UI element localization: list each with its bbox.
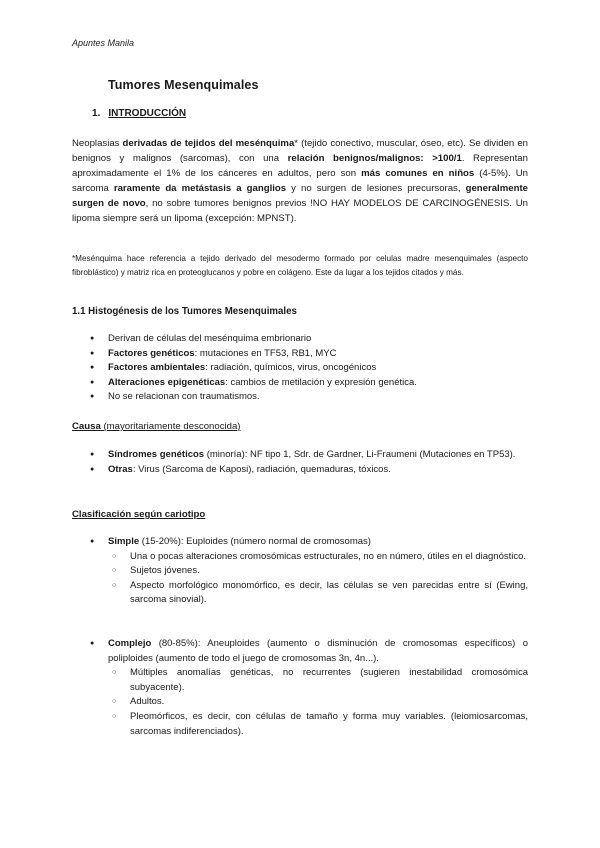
sub-list-item: ○ Múltiples anomalías genéticas, no recurrentes (sugieren inestabilidad cromosómica subyacente). xyxy=(108,666,528,695)
intro-bold: raramente da metástasis a ganglios xyxy=(113,183,287,194)
list-item: ● Factores ambientales: radiación, químicos, virus, oncogénicos xyxy=(90,361,528,376)
list-item: ● Alteraciones epigenéticas: cambios de metilación y expresión genética. xyxy=(90,376,528,391)
intro-text: , no sobre tumores benignos previos !NO HAY MODELOS DE CARCINOGÉNESIS. Un lipoma siempre será un lipoma (excepción: MPNST). xyxy=(72,198,528,224)
histogenesis-list xyxy=(90,332,528,405)
footnote-paragraph: *Mesénquima hace referencia a tejido derivado del mesodermo formado por celulas madre mesenquimales (aspecto fibroblástico) y matriz rica en proteoglucanos y pobre en colágeno. Este da lugar a los tejidos citados y más. xyxy=(72,254,528,278)
list-item: ● Derivan de células del mesénquima embrionario xyxy=(90,332,528,347)
list-item: ● No se relacionan con traumatismos. xyxy=(90,390,528,405)
sub-list-item: ○ Aspecto morfológico monomórfico, es decir, las células se ven parecidas entre sí (Ewing, sarcoma sinovial). xyxy=(108,579,528,608)
sub-list-item: ○ Una o pocas alteraciones cromosómicas estructurales, no en número, útiles en el diagnóstico. xyxy=(108,550,528,565)
intro-text: (4-5%). Un sarcoma xyxy=(72,168,529,194)
page-header: Apuntes Manila xyxy=(72,38,135,48)
simple-list xyxy=(90,535,528,608)
sub-list-item: ○ Pleomórficos, es decir, con células de tamaño y forma muy variables. (leiomiosarcomas, sarcomas indiferenciados). xyxy=(108,710,528,739)
list-item: ● Síndromes genéticos (minoría): NF tipo 1, Sdr. de Gardner, Li-Fraumeni (Mutaciones en TP53). xyxy=(90,448,528,463)
section-title: INTRODUCCIÓN xyxy=(108,108,187,119)
intro-bold: derivadas de tejidos del mesénquima xyxy=(122,138,295,149)
document-title: Tumores Mesenquimales xyxy=(108,78,259,92)
sub-list-item: ○ Sujetos jóvenes. xyxy=(108,564,528,579)
intro-bold: relación benignos/malignos: >100/1 xyxy=(287,153,462,164)
intro-bold: más comunes en niños xyxy=(361,168,475,179)
intro-text: . Representan aproximadamente el 1% de los cánceres en adultos, pero son xyxy=(72,153,528,179)
causa-list xyxy=(90,448,528,477)
subsection-heading: 1.1 Histogénesis de los Tumores Mesenquimales xyxy=(72,306,297,317)
complejo-sublist xyxy=(108,666,528,739)
section-heading xyxy=(92,108,186,119)
clasificacion-heading: Clasificación según cariotipo xyxy=(72,509,206,520)
causa-heading: Causa (mayoritariamente desconocida) xyxy=(72,421,241,432)
section-number: 1. xyxy=(92,108,101,119)
complejo-list xyxy=(90,637,528,739)
sub-list-item: ○ Adultos. xyxy=(108,695,528,710)
list-item: ● Complejo (80-85%): Aneuploides (aumento o disminución de cromosomas específicos) o poliploides (aumento de todo el juego de cromosomas 3n, 4n...). ○ Múltiples anomalías genéticas, no recurrentes (sugieren inestabilidad cromosómica subyacente). ○ Adultos. ○ Pleomórficos, es decir, con células de tamaño y forma muy variables. (leiomiosarcomas, sarcomas indiferenciados). xyxy=(90,637,528,739)
list-item: ● Otras: Virus (Sarcoma de Kaposi), radiación, quemaduras, tóxicos. xyxy=(90,463,528,478)
intro-bold: generalmente surgen de novo xyxy=(72,183,528,209)
list-item: ● Factores genéticos: mutaciones en TF53, RB1, MYC xyxy=(90,347,528,362)
simple-sublist xyxy=(108,550,528,608)
intro-paragraph xyxy=(72,136,528,226)
intro-text: Neoplasias xyxy=(72,138,123,149)
intro-text: * (tejido conectivo, muscular, óseo, etc). Se dividen en benignos y malignos (sarcomas), con una xyxy=(72,138,528,164)
list-item: ● Simple (15-20%): Euploides (número normal de cromosomas) ○ Una o pocas alteraciones cromosómicas estructurales, no en número, útiles en el diagnóstico. ○ Sujetos jóvenes. ○ Aspecto morfológico monomórfico, es decir, las células se ven parecidas entre sí (Ewing, sarcoma sinovial). xyxy=(90,535,528,608)
intro-text: y no surgen de lesiones precursoras, xyxy=(286,183,466,194)
